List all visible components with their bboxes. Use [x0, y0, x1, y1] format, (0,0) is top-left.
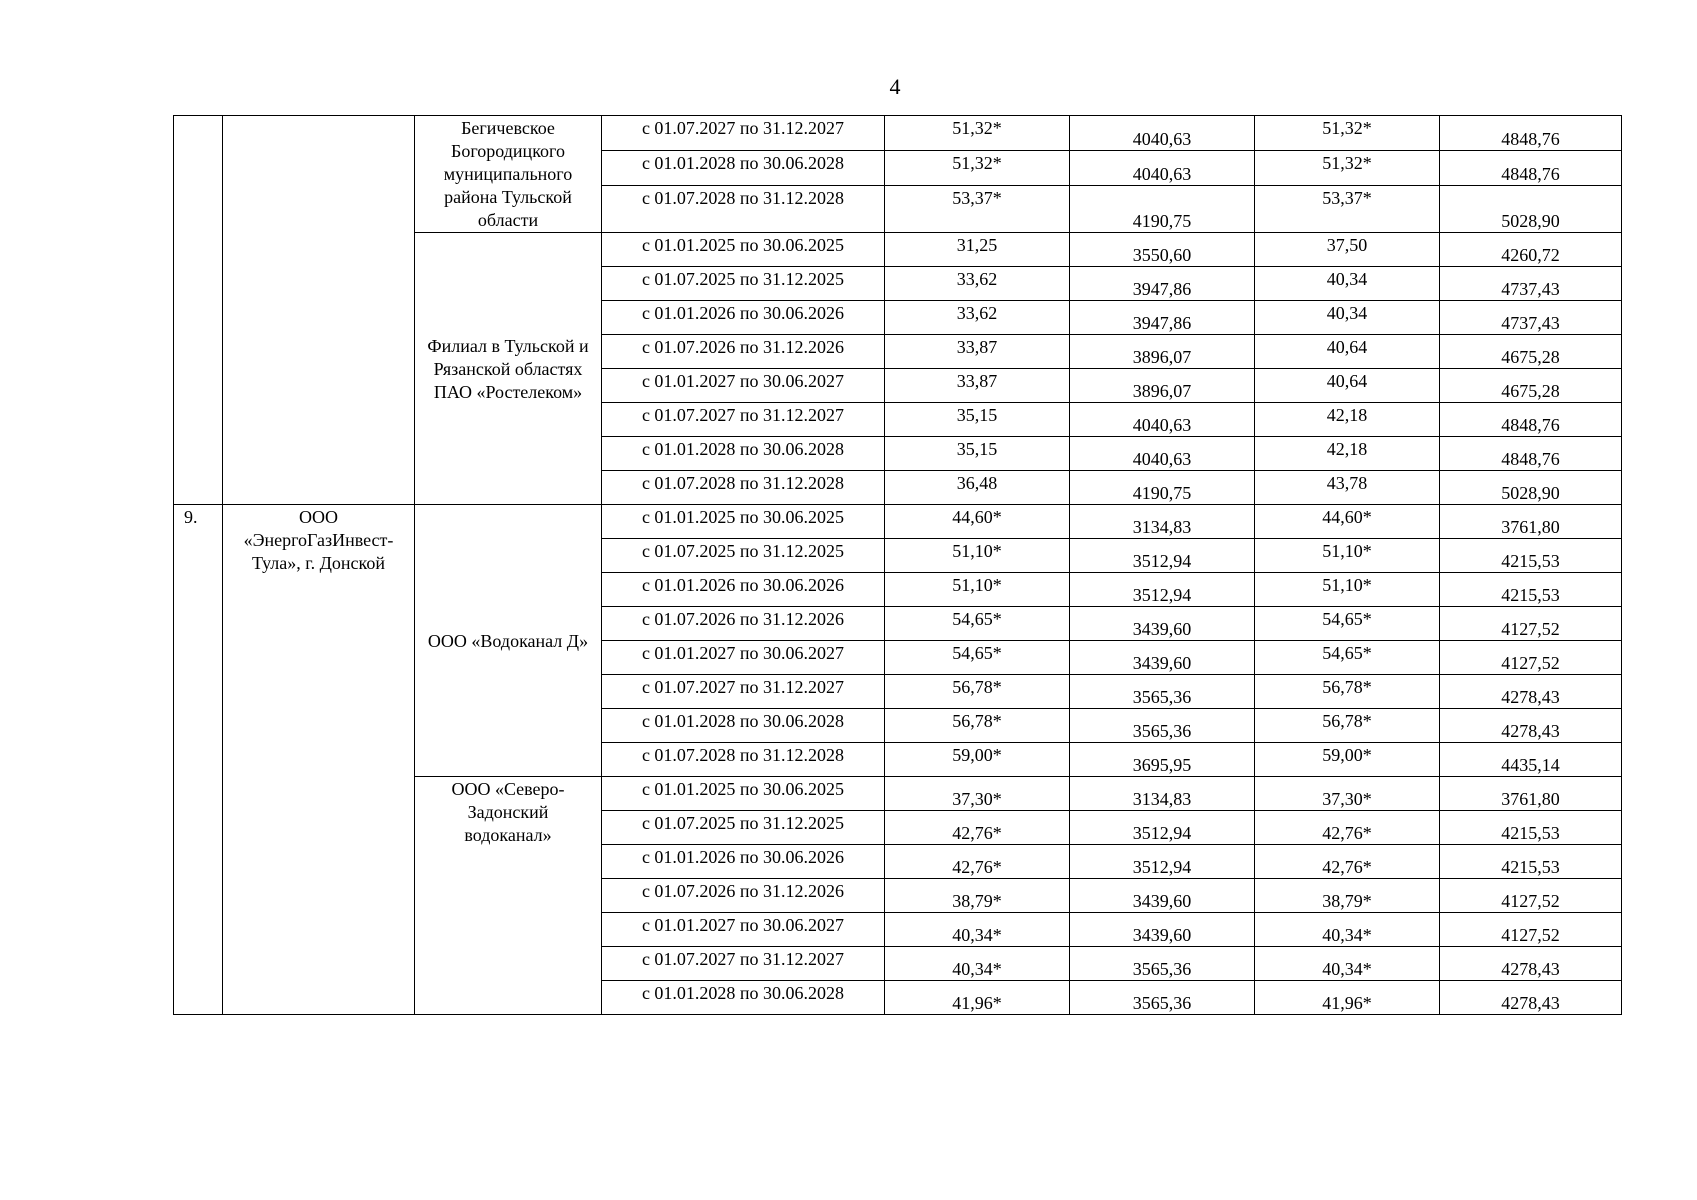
period-cell: с 01.07.2027 по 31.12.2027	[602, 947, 885, 981]
tariff-value-v4: 4737,43	[1440, 267, 1622, 301]
tariff-value-v4: 4737,43	[1440, 301, 1622, 335]
tariff-value-v3: 54,65*	[1255, 641, 1440, 675]
tariff-value-v1: 41,96*	[885, 981, 1070, 1015]
tariff-value-v4: 4675,28	[1440, 335, 1622, 369]
period-cell: с 01.01.2025 по 30.06.2025	[602, 505, 885, 539]
tariff-value-v1: 54,65*	[885, 607, 1070, 641]
tariff-value-v4: 4435,14	[1440, 743, 1622, 777]
tariff-value-v3: 40,64	[1255, 335, 1440, 369]
tariff-value-v1: 53,37*	[885, 185, 1070, 232]
period-cell: с 01.01.2025 по 30.06.2025	[602, 777, 885, 811]
tariff-value-v4: 4848,76	[1440, 403, 1622, 437]
tariff-value-v2: 3512,94	[1070, 845, 1255, 879]
tariff-value-v1: 35,15	[885, 437, 1070, 471]
period-cell: с 01.01.2027 по 30.06.2027	[602, 369, 885, 403]
tariff-value-v3: 42,18	[1255, 437, 1440, 471]
tariff-value-v4: 4127,52	[1440, 641, 1622, 675]
period-cell: с 01.07.2026 по 31.12.2026	[602, 879, 885, 913]
tariff-value-v2: 3550,60	[1070, 233, 1255, 267]
table-row	[174, 116, 1622, 151]
period-cell: с 01.07.2025 по 31.12.2025	[602, 539, 885, 573]
tariff-value-v3: 37,30*	[1255, 777, 1440, 811]
tariff-value-v2: 3695,95	[1070, 743, 1255, 777]
tariff-value-v2: 3896,07	[1070, 335, 1255, 369]
table-row	[174, 505, 1622, 539]
tariff-table	[173, 115, 1622, 1015]
tariff-value-v1: 37,30*	[885, 777, 1070, 811]
period-cell: с 01.07.2028 по 31.12.2028	[602, 743, 885, 777]
period-cell: с 01.07.2026 по 31.12.2026	[602, 335, 885, 369]
tariff-value-v3: 42,18	[1255, 403, 1440, 437]
period-cell: с 01.07.2027 по 31.12.2027	[602, 403, 885, 437]
period-cell: с 01.01.2026 по 30.06.2026	[602, 301, 885, 335]
tariff-value-v3: 40,34*	[1255, 913, 1440, 947]
tariff-value-v4: 4278,43	[1440, 709, 1622, 743]
tariff-value-v4: 4278,43	[1440, 675, 1622, 709]
period-cell: с 01.01.2027 по 30.06.2027	[602, 641, 885, 675]
tariff-value-v1: 33,87	[885, 369, 1070, 403]
tariff-value-v3: 59,00*	[1255, 743, 1440, 777]
tariff-value-v3: 40,34	[1255, 267, 1440, 301]
tariff-value-v1: 33,62	[885, 301, 1070, 335]
tariff-value-v2: 4040,63	[1070, 437, 1255, 471]
tariff-value-v2: 4190,75	[1070, 471, 1255, 505]
period-cell: с 01.07.2025 по 31.12.2025	[602, 811, 885, 845]
tariff-value-v1: 33,62	[885, 267, 1070, 301]
period-cell: с 01.07.2027 по 31.12.2027	[602, 675, 885, 709]
tariff-value-v3: 53,37*	[1255, 185, 1440, 232]
tariff-value-v4: 4215,53	[1440, 845, 1622, 879]
tariff-value-v3: 40,64	[1255, 369, 1440, 403]
tariff-value-v4: 4127,52	[1440, 913, 1622, 947]
tariff-value-v1: 59,00*	[885, 743, 1070, 777]
tariff-value-v2: 3565,36	[1070, 947, 1255, 981]
tariff-value-v3: 56,78*	[1255, 709, 1440, 743]
tariff-value-v2: 3512,94	[1070, 573, 1255, 607]
tariff-value-v3: 51,32*	[1255, 150, 1440, 185]
tariff-value-v1: 42,76*	[885, 811, 1070, 845]
tariff-value-v4: 3761,80	[1440, 777, 1622, 811]
tariff-value-v4: 4215,53	[1440, 573, 1622, 607]
tariff-value-v1: 42,76*	[885, 845, 1070, 879]
tariff-value-v4: 5028,90	[1440, 471, 1622, 505]
tariff-value-v2: 3439,60	[1070, 641, 1255, 675]
tariff-value-v4: 4215,53	[1440, 811, 1622, 845]
tariff-value-v1: 38,79*	[885, 879, 1070, 913]
tariff-value-v1: 56,78*	[885, 675, 1070, 709]
tariff-value-v2: 3947,86	[1070, 267, 1255, 301]
tariff-value-v4: 4848,76	[1440, 150, 1622, 185]
tariff-value-v3: 37,50	[1255, 233, 1440, 267]
tariff-value-v2: 4040,63	[1070, 150, 1255, 185]
tariff-value-v3: 40,34*	[1255, 947, 1440, 981]
supplier-cell: ООО «Водоканал Д»	[415, 505, 602, 777]
item-number-cell	[174, 116, 223, 505]
tariff-value-v1: 56,78*	[885, 709, 1070, 743]
tariff-value-v4: 3761,80	[1440, 505, 1622, 539]
tariff-value-v4: 5028,90	[1440, 185, 1622, 232]
tariff-value-v1: 44,60*	[885, 505, 1070, 539]
tariff-value-v2: 3439,60	[1070, 879, 1255, 913]
period-cell: с 01.07.2028 по 31.12.2028	[602, 471, 885, 505]
tariff-value-v3: 40,34	[1255, 301, 1440, 335]
supplier-cell: Бегичевское Богородицкого муниципального района Тульской области	[415, 116, 602, 233]
tariff-value-v4: 4127,52	[1440, 607, 1622, 641]
tariff-value-v2: 4040,63	[1070, 116, 1255, 151]
tariff-value-v4: 4215,53	[1440, 539, 1622, 573]
period-cell: с 01.01.2025 по 30.06.2025	[602, 233, 885, 267]
period-cell: с 01.01.2027 по 30.06.2027	[602, 913, 885, 947]
tariff-value-v1: 33,87	[885, 335, 1070, 369]
tariff-value-v4: 4675,28	[1440, 369, 1622, 403]
period-cell: с 01.01.2028 по 30.06.2028	[602, 981, 885, 1015]
tariff-table-body	[174, 116, 1622, 1015]
tariff-value-v1: 36,48	[885, 471, 1070, 505]
tariff-value-v3: 38,79*	[1255, 879, 1440, 913]
period-cell: с 01.07.2027 по 31.12.2027	[602, 116, 885, 151]
organization-cell	[223, 116, 415, 505]
tariff-value-v2: 3134,83	[1070, 777, 1255, 811]
tariff-value-v1: 51,32*	[885, 150, 1070, 185]
period-cell: с 01.01.2026 по 30.06.2026	[602, 845, 885, 879]
item-number-cell: 9.	[174, 505, 223, 1015]
tariff-value-v1: 31,25	[885, 233, 1070, 267]
tariff-value-v4: 4278,43	[1440, 947, 1622, 981]
tariff-value-v1: 51,32*	[885, 116, 1070, 151]
page-number: 4	[889, 74, 901, 99]
tariff-value-v4: 4278,43	[1440, 981, 1622, 1015]
tariff-value-v3: 44,60*	[1255, 505, 1440, 539]
tariff-value-v3: 42,76*	[1255, 845, 1440, 879]
tariff-value-v1: 51,10*	[885, 573, 1070, 607]
period-cell: с 01.07.2028 по 31.12.2028	[602, 185, 885, 232]
tariff-value-v3: 51,10*	[1255, 539, 1440, 573]
tariff-value-v2: 4040,63	[1070, 403, 1255, 437]
tariff-value-v2: 3439,60	[1070, 607, 1255, 641]
tariff-value-v2: 3512,94	[1070, 811, 1255, 845]
tariff-value-v3: 51,32*	[1255, 116, 1440, 151]
tariff-value-v3: 41,96*	[1255, 981, 1440, 1015]
tariff-value-v4: 4127,52	[1440, 879, 1622, 913]
tariff-value-v4: 4260,72	[1440, 233, 1622, 267]
tariff-value-v2: 3565,36	[1070, 709, 1255, 743]
tariff-value-v3: 42,76*	[1255, 811, 1440, 845]
tariff-value-v3: 51,10*	[1255, 573, 1440, 607]
tariff-value-v2: 4190,75	[1070, 185, 1255, 232]
tariff-value-v2: 3439,60	[1070, 913, 1255, 947]
tariff-value-v2: 3512,94	[1070, 539, 1255, 573]
tariff-value-v1: 35,15	[885, 403, 1070, 437]
tariff-value-v1: 40,34*	[885, 947, 1070, 981]
organization-cell: ООО «ЭнергоГазИнвест-Тула», г. Донской	[223, 505, 415, 1015]
tariff-value-v1: 51,10*	[885, 539, 1070, 573]
tariff-value-v3: 43,78	[1255, 471, 1440, 505]
period-cell: с 01.07.2025 по 31.12.2025	[602, 267, 885, 301]
tariff-value-v2: 3896,07	[1070, 369, 1255, 403]
tariff-value-v2: 3134,83	[1070, 505, 1255, 539]
period-cell: с 01.01.2028 по 30.06.2028	[602, 709, 885, 743]
period-cell: с 01.01.2028 по 30.06.2028	[602, 437, 885, 471]
tariff-value-v1: 54,65*	[885, 641, 1070, 675]
supplier-cell: ООО «Северо-Задонский водоканал»	[415, 777, 602, 1015]
tariff-value-v2: 3565,36	[1070, 981, 1255, 1015]
tariff-value-v3: 54,65*	[1255, 607, 1440, 641]
tariff-value-v3: 56,78*	[1255, 675, 1440, 709]
tariff-value-v1: 40,34*	[885, 913, 1070, 947]
tariff-value-v2: 3565,36	[1070, 675, 1255, 709]
tariff-value-v4: 4848,76	[1440, 437, 1622, 471]
period-cell: с 01.01.2028 по 30.06.2028	[602, 150, 885, 185]
tariff-value-v4: 4848,76	[1440, 116, 1622, 151]
tariff-value-v2: 3947,86	[1070, 301, 1255, 335]
period-cell: с 01.01.2026 по 30.06.2026	[602, 573, 885, 607]
supplier-cell: Филиал в Тульской и Рязанской областях ПАО «Ростелеком»	[415, 233, 602, 505]
period-cell: с 01.07.2026 по 31.12.2026	[602, 607, 885, 641]
